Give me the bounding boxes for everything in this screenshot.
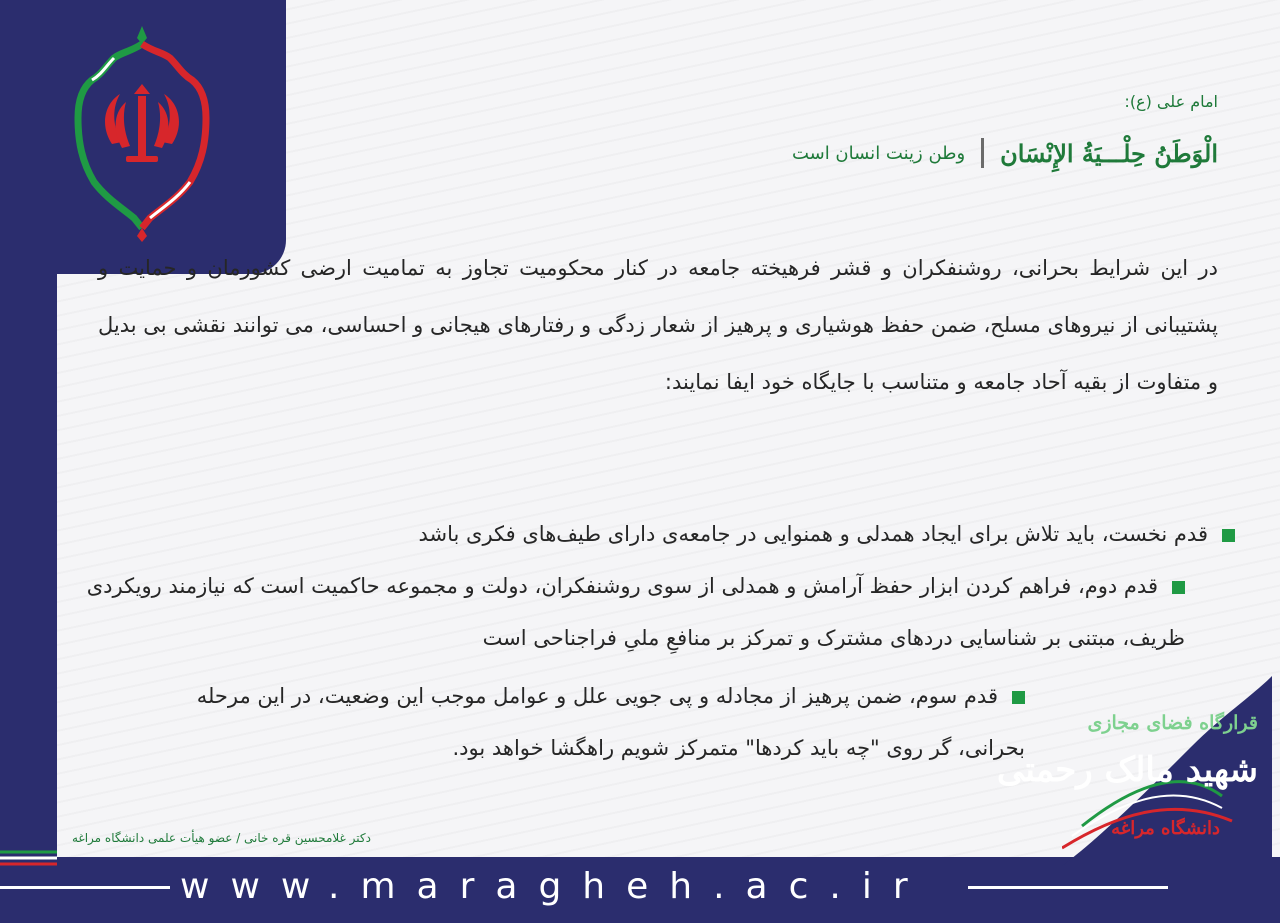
quote-arabic: الْوَطَنُ حِلْـــيَةُ الإِنْسَان: [1000, 138, 1218, 168]
logo-line-1: قرارگاه فضای مجازی: [1087, 712, 1258, 734]
list-item: [85, 560, 1185, 664]
bullet-square-icon: [1012, 691, 1025, 704]
list-item: [125, 670, 1025, 774]
logo-line-3: دانشگاه مراغه: [1111, 818, 1220, 839]
quote-separator: [981, 138, 984, 168]
list-item-text: قدم دوم، فراهم کردن ابزار حفظ آرامش و همدلی از سوی روشنفکران، دولت و مجموعه حاکمیت است که نیازمند رویکردی ظریف، مبتنی بر شناسایی دردهای مشترک و تمرکز بر منافعِ ملیِ فراجناحی است: [86, 574, 1185, 650]
quote-line: [792, 138, 1218, 168]
list-item: [185, 508, 1235, 560]
intro-paragraph: در این شرایط بحرانی، روشنفکران و قشر فرهیخته جامعه در کنار محکومیت تجاوز به تمامیت ارضی کشورمان و حمایت و پشتیبانی از نیروهای مسلح، ضمن حفظ هوشیاری و پرهیز از شعار زدگی و رفتارهای هیجانی و احساسی، می توانند نقشی بی بدیل و متفاوت از بقیه آحاد جامعه و متناسب با جایگاه خود ایفا نمایند:: [98, 256, 1218, 394]
decorative-stripes: [0, 842, 57, 890]
author-signature: دکتر غلامحسین قره خانی / عضو هیأت علمی دانشگاه مراغه: [72, 831, 371, 845]
footer-url: www.maragheh.ac.ir: [180, 866, 929, 907]
quote-speaker: امام علی (ع):: [1124, 92, 1218, 111]
header-navy-block: [0, 0, 286, 274]
footer-line-right: [968, 886, 1168, 889]
logo-line-2: شهید مالک رحمتی: [997, 750, 1258, 790]
iran-emblem-icon: [72, 22, 212, 244]
bullet-square-icon: [1222, 529, 1235, 542]
quote-translation: وطن زینت انسان است: [791, 142, 966, 164]
list-item-text: قدم سوم، ضمن پرهیز از مجادله و پی جویی علل و عوامل موجب این وضعیت، در این مرحله بحرانی، گر روی "چه باید کردها" متمرکز شویم راهگشا خواهد بود.: [196, 684, 1025, 760]
footer-line-left: [0, 886, 170, 889]
bullet-square-icon: [1172, 581, 1185, 594]
list-item-text: قدم نخست، باید تلاش برای ایجاد همدلی و همنوایی در جامعه‌ی دارای طیف‌های فکری باشد: [418, 522, 1208, 546]
